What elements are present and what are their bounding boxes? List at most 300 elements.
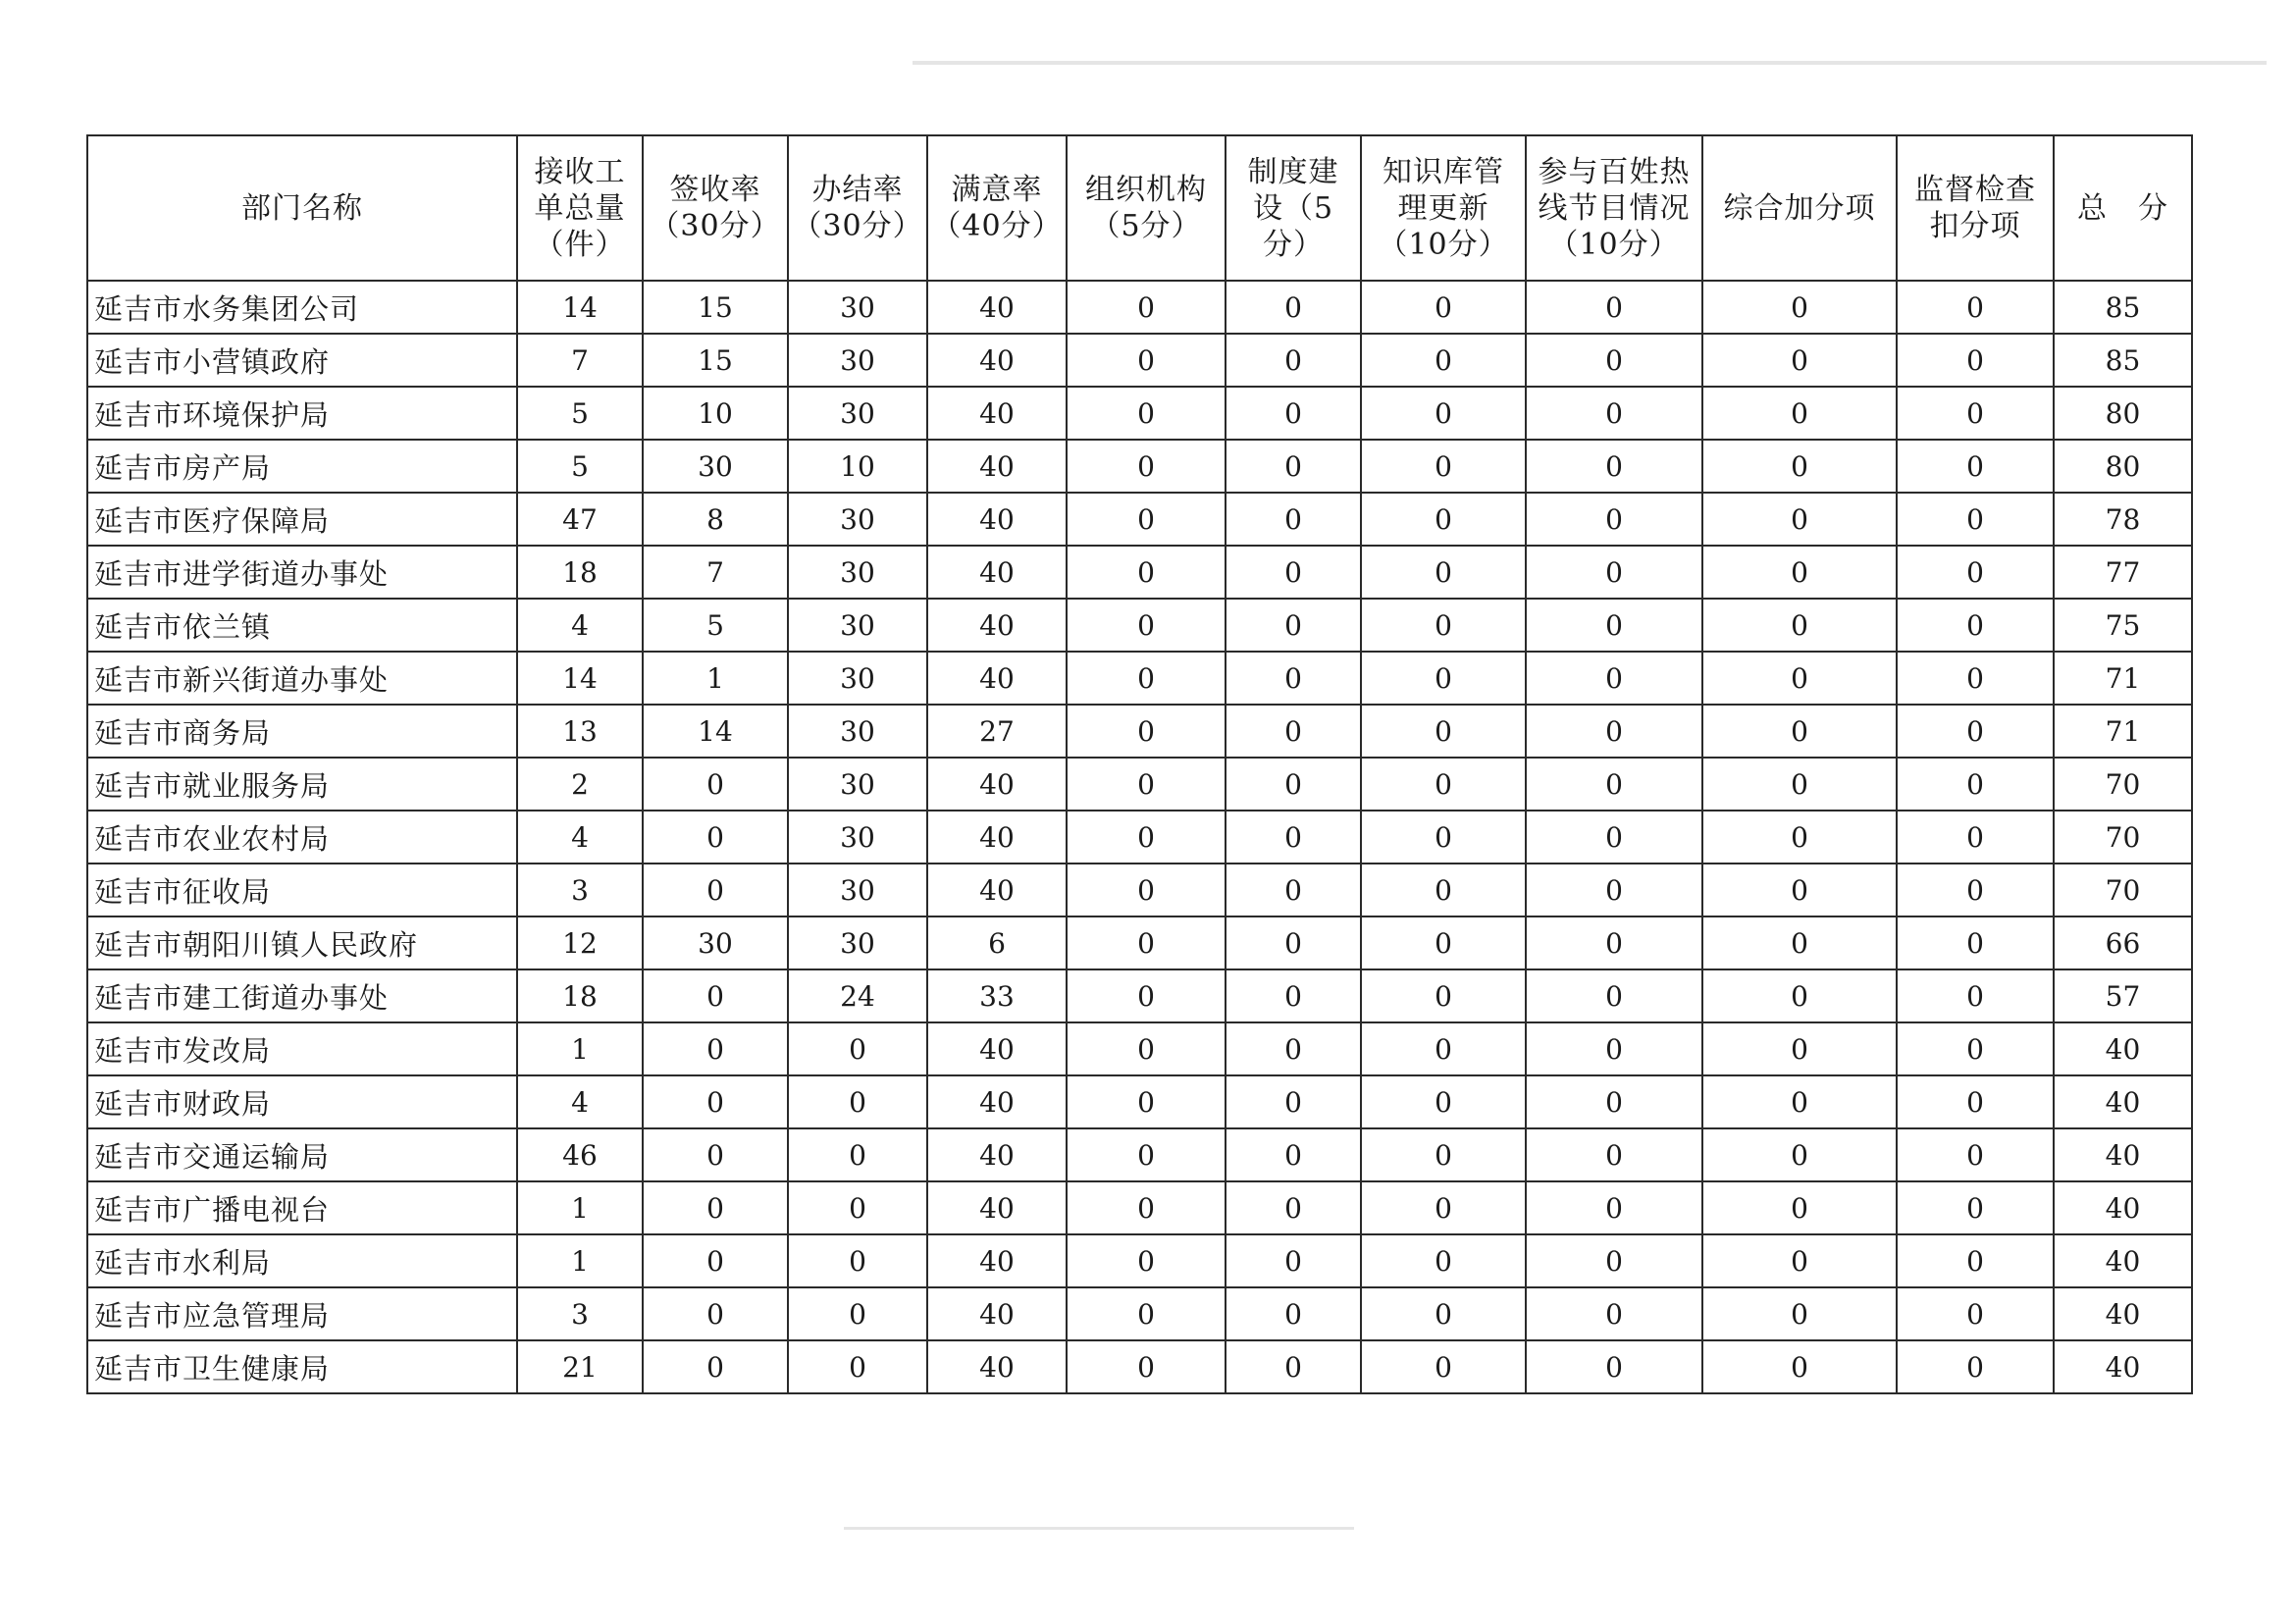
header-line: 扣分项 bbox=[1929, 209, 2021, 243]
sign-rate-cell: 0 bbox=[643, 1287, 788, 1340]
system-building-cell: 0 bbox=[1226, 493, 1361, 546]
total-score-cell: 77 bbox=[2054, 546, 2192, 599]
header-line: （5分） bbox=[1090, 209, 1202, 243]
bonus-items-cell: 0 bbox=[1702, 758, 1897, 811]
header-line: 接收工 bbox=[534, 154, 626, 189]
knowledge-base-cell: 0 bbox=[1361, 440, 1526, 493]
table-row bbox=[87, 546, 2192, 599]
bonus-items-cell: 0 bbox=[1702, 1234, 1897, 1287]
system-building-cell: 0 bbox=[1226, 1340, 1361, 1393]
hotline-program-cell: 0 bbox=[1526, 1181, 1702, 1234]
supervision-deduction-cell: 0 bbox=[1897, 1340, 2054, 1393]
total-score-cell: 71 bbox=[2054, 652, 2192, 705]
header-line: （10分） bbox=[1378, 227, 1509, 262]
total-score-cell: 66 bbox=[2054, 916, 2192, 969]
satisfaction-rate-cell: 40 bbox=[927, 864, 1067, 916]
table-row bbox=[87, 440, 2192, 493]
received-orders-cell: 3 bbox=[517, 864, 643, 916]
organization-cell: 0 bbox=[1067, 281, 1226, 334]
completion-rate-cell: 30 bbox=[788, 387, 927, 440]
hotline-program-cell: 0 bbox=[1526, 546, 1702, 599]
completion-rate-cell: 30 bbox=[788, 493, 927, 546]
header-supervision-deduction bbox=[1897, 135, 2054, 281]
department-name-cell: 延吉市环境保护局 bbox=[87, 387, 517, 440]
header-knowledge-base bbox=[1361, 135, 1526, 281]
completion-rate-cell: 10 bbox=[788, 440, 927, 493]
system-building-cell: 0 bbox=[1226, 440, 1361, 493]
completion-rate-cell: 0 bbox=[788, 1340, 927, 1393]
total-score-cell: 80 bbox=[2054, 387, 2192, 440]
total-score-cell: 70 bbox=[2054, 811, 2192, 864]
hotline-program-cell: 0 bbox=[1526, 334, 1702, 387]
completion-rate-cell: 30 bbox=[788, 281, 927, 334]
department-name-cell: 延吉市财政局 bbox=[87, 1075, 517, 1128]
total-score-cell: 40 bbox=[2054, 1181, 2192, 1234]
organization-cell: 0 bbox=[1067, 1128, 1226, 1181]
completion-rate-cell: 30 bbox=[788, 705, 927, 758]
organization-cell: 0 bbox=[1067, 387, 1226, 440]
table-row bbox=[87, 493, 2192, 546]
received-orders-cell: 13 bbox=[517, 705, 643, 758]
satisfaction-rate-cell: 40 bbox=[927, 281, 1067, 334]
total-score-cell: 75 bbox=[2054, 599, 2192, 652]
hotline-program-cell: 0 bbox=[1526, 599, 1702, 652]
header-line: 设（5 bbox=[1252, 190, 1334, 226]
completion-rate-cell: 30 bbox=[788, 916, 927, 969]
received-orders-cell: 18 bbox=[517, 546, 643, 599]
received-orders-cell: 14 bbox=[517, 652, 643, 705]
knowledge-base-cell: 0 bbox=[1361, 1287, 1526, 1340]
received-orders-cell: 46 bbox=[517, 1128, 643, 1181]
total-score-cell: 57 bbox=[2054, 969, 2192, 1022]
knowledge-base-cell: 0 bbox=[1361, 811, 1526, 864]
completion-rate-cell: 0 bbox=[788, 1022, 927, 1075]
total-score-cell: 80 bbox=[2054, 440, 2192, 493]
bonus-items-cell: 0 bbox=[1702, 811, 1897, 864]
supervision-deduction-cell: 0 bbox=[1897, 652, 2054, 705]
completion-rate-cell: 30 bbox=[788, 811, 927, 864]
table-row bbox=[87, 334, 2192, 387]
system-building-cell: 0 bbox=[1226, 864, 1361, 916]
header-line: 签收率 bbox=[669, 173, 761, 207]
hotline-program-cell: 0 bbox=[1526, 969, 1702, 1022]
satisfaction-rate-cell: 40 bbox=[927, 599, 1067, 652]
header-line: （件） bbox=[534, 227, 626, 262]
supervision-deduction-cell: 0 bbox=[1897, 1287, 2054, 1340]
satisfaction-rate-cell: 40 bbox=[927, 1234, 1067, 1287]
header-department-name bbox=[87, 135, 517, 281]
header-line: （30分） bbox=[792, 209, 923, 243]
completion-rate-cell: 0 bbox=[788, 1075, 927, 1128]
header-line: （40分） bbox=[931, 209, 1063, 243]
system-building-cell: 0 bbox=[1226, 652, 1361, 705]
received-orders-cell: 18 bbox=[517, 969, 643, 1022]
department-name-cell: 延吉市水务集团公司 bbox=[87, 281, 517, 334]
department-name-cell: 延吉市小营镇政府 bbox=[87, 334, 517, 387]
table-row bbox=[87, 969, 2192, 1022]
received-orders-cell: 1 bbox=[517, 1181, 643, 1234]
total-score-cell: 70 bbox=[2054, 758, 2192, 811]
supervision-deduction-cell: 0 bbox=[1897, 1022, 2054, 1075]
satisfaction-rate-cell: 40 bbox=[927, 546, 1067, 599]
sign-rate-cell: 15 bbox=[643, 334, 788, 387]
table-row bbox=[87, 1287, 2192, 1340]
table-row bbox=[87, 1022, 2192, 1075]
table-row bbox=[87, 1181, 2192, 1234]
knowledge-base-cell: 0 bbox=[1361, 758, 1526, 811]
header-line: 综合加分项 bbox=[1723, 190, 1876, 226]
sign-rate-cell: 0 bbox=[643, 1022, 788, 1075]
department-name-cell: 延吉市依兰镇 bbox=[87, 599, 517, 652]
organization-cell: 0 bbox=[1067, 916, 1226, 969]
total-score-cell: 40 bbox=[2054, 1287, 2192, 1340]
header-line: 满意率 bbox=[951, 173, 1043, 207]
hotline-program-cell: 0 bbox=[1526, 1022, 1702, 1075]
hotline-program-cell: 0 bbox=[1526, 705, 1702, 758]
supervision-deduction-cell: 0 bbox=[1897, 916, 2054, 969]
header-completion-rate bbox=[788, 135, 927, 281]
bonus-items-cell: 0 bbox=[1702, 969, 1897, 1022]
system-building-cell: 0 bbox=[1226, 1128, 1361, 1181]
organization-cell: 0 bbox=[1067, 1287, 1226, 1340]
bonus-items-cell: 0 bbox=[1702, 652, 1897, 705]
supervision-deduction-cell: 0 bbox=[1897, 705, 2054, 758]
bonus-items-cell: 0 bbox=[1702, 281, 1897, 334]
table-row bbox=[87, 705, 2192, 758]
satisfaction-rate-cell: 40 bbox=[927, 1128, 1067, 1181]
satisfaction-rate-cell: 40 bbox=[927, 652, 1067, 705]
supervision-deduction-cell: 0 bbox=[1897, 1128, 2054, 1181]
organization-cell: 0 bbox=[1067, 705, 1226, 758]
department-name-cell: 延吉市广播电视台 bbox=[87, 1181, 517, 1234]
department-name-cell: 延吉市发改局 bbox=[87, 1022, 517, 1075]
bonus-items-cell: 0 bbox=[1702, 1340, 1897, 1393]
table-row bbox=[87, 599, 2192, 652]
hotline-program-cell: 0 bbox=[1526, 493, 1702, 546]
bonus-items-cell: 0 bbox=[1702, 864, 1897, 916]
received-orders-cell: 14 bbox=[517, 281, 643, 334]
satisfaction-rate-cell: 40 bbox=[927, 1022, 1067, 1075]
header-line: 分） bbox=[1263, 227, 1324, 262]
knowledge-base-cell: 0 bbox=[1361, 916, 1526, 969]
header-line: 知识库管 bbox=[1383, 154, 1504, 189]
department-name-cell: 延吉市商务局 bbox=[87, 705, 517, 758]
supervision-deduction-cell: 0 bbox=[1897, 281, 2054, 334]
header-line: 总 分 bbox=[2077, 190, 2168, 226]
organization-cell: 0 bbox=[1067, 758, 1226, 811]
sign-rate-cell: 0 bbox=[643, 1340, 788, 1393]
header-line: 组织机构 bbox=[1085, 173, 1207, 207]
completion-rate-cell: 30 bbox=[788, 546, 927, 599]
supervision-deduction-cell: 0 bbox=[1897, 493, 2054, 546]
organization-cell: 0 bbox=[1067, 811, 1226, 864]
table-row bbox=[87, 1234, 2192, 1287]
sign-rate-cell: 5 bbox=[643, 599, 788, 652]
hotline-program-cell: 0 bbox=[1526, 1287, 1702, 1340]
received-orders-cell: 7 bbox=[517, 334, 643, 387]
organization-cell: 0 bbox=[1067, 1181, 1226, 1234]
header-organization bbox=[1067, 135, 1226, 281]
received-orders-cell: 21 bbox=[517, 1340, 643, 1393]
department-name-cell: 延吉市房产局 bbox=[87, 440, 517, 493]
department-name-cell: 延吉市新兴街道办事处 bbox=[87, 652, 517, 705]
bonus-items-cell: 0 bbox=[1702, 1287, 1897, 1340]
total-score-cell: 71 bbox=[2054, 705, 2192, 758]
knowledge-base-cell: 0 bbox=[1361, 1181, 1526, 1234]
total-score-cell: 40 bbox=[2054, 1128, 2192, 1181]
satisfaction-rate-cell: 6 bbox=[927, 916, 1067, 969]
scan-artifact-bottom bbox=[844, 1527, 1354, 1530]
sign-rate-cell: 1 bbox=[643, 652, 788, 705]
knowledge-base-cell: 0 bbox=[1361, 1234, 1526, 1287]
sign-rate-cell: 14 bbox=[643, 705, 788, 758]
header-line: 参与百姓热 bbox=[1538, 154, 1691, 189]
bonus-items-cell: 0 bbox=[1702, 599, 1897, 652]
system-building-cell: 0 bbox=[1226, 705, 1361, 758]
supervision-deduction-cell: 0 bbox=[1897, 387, 2054, 440]
total-score-cell: 78 bbox=[2054, 493, 2192, 546]
department-name-cell: 延吉市水利局 bbox=[87, 1234, 517, 1287]
organization-cell: 0 bbox=[1067, 1022, 1226, 1075]
completion-rate-cell: 0 bbox=[788, 1181, 927, 1234]
supervision-deduction-cell: 0 bbox=[1897, 758, 2054, 811]
sign-rate-cell: 0 bbox=[643, 1075, 788, 1128]
system-building-cell: 0 bbox=[1226, 546, 1361, 599]
supervision-deduction-cell: 0 bbox=[1897, 969, 2054, 1022]
system-building-cell: 0 bbox=[1226, 758, 1361, 811]
satisfaction-rate-cell: 40 bbox=[927, 387, 1067, 440]
hotline-program-cell: 0 bbox=[1526, 864, 1702, 916]
table-row bbox=[87, 1128, 2192, 1181]
table-body bbox=[87, 281, 2192, 1393]
bonus-items-cell: 0 bbox=[1702, 1181, 1897, 1234]
organization-cell: 0 bbox=[1067, 1340, 1226, 1393]
hotline-program-cell: 0 bbox=[1526, 281, 1702, 334]
completion-rate-cell: 0 bbox=[788, 1234, 927, 1287]
department-name-cell: 延吉市朝阳川镇人民政府 bbox=[87, 916, 517, 969]
knowledge-base-cell: 0 bbox=[1361, 334, 1526, 387]
supervision-deduction-cell: 0 bbox=[1897, 1075, 2054, 1128]
received-orders-cell: 1 bbox=[517, 1022, 643, 1075]
table-row bbox=[87, 387, 2192, 440]
system-building-cell: 0 bbox=[1226, 1075, 1361, 1128]
header-received-orders bbox=[517, 135, 643, 281]
sign-rate-cell: 8 bbox=[643, 493, 788, 546]
header-line: 办结率 bbox=[811, 173, 904, 207]
sign-rate-cell: 30 bbox=[643, 916, 788, 969]
knowledge-base-cell: 0 bbox=[1361, 387, 1526, 440]
sign-rate-cell: 0 bbox=[643, 1234, 788, 1287]
received-orders-cell: 5 bbox=[517, 440, 643, 493]
sign-rate-cell: 7 bbox=[643, 546, 788, 599]
satisfaction-rate-cell: 40 bbox=[927, 1181, 1067, 1234]
supervision-deduction-cell: 0 bbox=[1897, 1181, 2054, 1234]
sign-rate-cell: 10 bbox=[643, 387, 788, 440]
sign-rate-cell: 30 bbox=[643, 440, 788, 493]
bonus-items-cell: 0 bbox=[1702, 1075, 1897, 1128]
system-building-cell: 0 bbox=[1226, 334, 1361, 387]
satisfaction-rate-cell: 40 bbox=[927, 1075, 1067, 1128]
received-orders-cell: 12 bbox=[517, 916, 643, 969]
header-line: 理更新 bbox=[1397, 190, 1489, 226]
completion-rate-cell: 30 bbox=[788, 334, 927, 387]
department-name-cell: 延吉市应急管理局 bbox=[87, 1287, 517, 1340]
knowledge-base-cell: 0 bbox=[1361, 1128, 1526, 1181]
knowledge-base-cell: 0 bbox=[1361, 1022, 1526, 1075]
header-line: （30分） bbox=[650, 209, 781, 243]
header-line: 部门名称 bbox=[241, 190, 363, 226]
total-score-cell: 40 bbox=[2054, 1234, 2192, 1287]
received-orders-cell: 5 bbox=[517, 387, 643, 440]
knowledge-base-cell: 0 bbox=[1361, 493, 1526, 546]
total-score-cell: 70 bbox=[2054, 864, 2192, 916]
hotline-program-cell: 0 bbox=[1526, 1234, 1702, 1287]
satisfaction-rate-cell: 40 bbox=[927, 1340, 1067, 1393]
knowledge-base-cell: 0 bbox=[1361, 281, 1526, 334]
organization-cell: 0 bbox=[1067, 440, 1226, 493]
hotline-program-cell: 0 bbox=[1526, 440, 1702, 493]
header-line: 制度建 bbox=[1247, 154, 1339, 189]
table-row bbox=[87, 1340, 2192, 1393]
supervision-deduction-cell: 0 bbox=[1897, 334, 2054, 387]
department-name-cell: 延吉市卫生健康局 bbox=[87, 1340, 517, 1393]
knowledge-base-cell: 0 bbox=[1361, 546, 1526, 599]
bonus-items-cell: 0 bbox=[1702, 387, 1897, 440]
received-orders-cell: 3 bbox=[517, 1287, 643, 1340]
total-score-cell: 85 bbox=[2054, 334, 2192, 387]
table-row bbox=[87, 652, 2192, 705]
organization-cell: 0 bbox=[1067, 1234, 1226, 1287]
header-line: 监督检查 bbox=[1914, 173, 2036, 207]
supervision-deduction-cell: 0 bbox=[1897, 864, 2054, 916]
system-building-cell: 0 bbox=[1226, 1287, 1361, 1340]
table-header-row bbox=[87, 135, 2192, 281]
bonus-items-cell: 0 bbox=[1702, 440, 1897, 493]
sign-rate-cell: 15 bbox=[643, 281, 788, 334]
satisfaction-rate-cell: 40 bbox=[927, 493, 1067, 546]
hotline-program-cell: 0 bbox=[1526, 1128, 1702, 1181]
header-line: 线节目情况 bbox=[1538, 190, 1691, 226]
header-total-score bbox=[2054, 135, 2192, 281]
system-building-cell: 0 bbox=[1226, 811, 1361, 864]
supervision-deduction-cell: 0 bbox=[1897, 440, 2054, 493]
table-row bbox=[87, 864, 2192, 916]
hotline-program-cell: 0 bbox=[1526, 1075, 1702, 1128]
bonus-items-cell: 0 bbox=[1702, 916, 1897, 969]
hotline-program-cell: 0 bbox=[1526, 1340, 1702, 1393]
department-name-cell: 延吉市交通运输局 bbox=[87, 1128, 517, 1181]
received-orders-cell: 4 bbox=[517, 811, 643, 864]
department-score-table bbox=[86, 134, 2193, 1394]
knowledge-base-cell: 0 bbox=[1361, 652, 1526, 705]
total-score-cell: 40 bbox=[2054, 1022, 2192, 1075]
system-building-cell: 0 bbox=[1226, 387, 1361, 440]
received-orders-cell: 2 bbox=[517, 758, 643, 811]
knowledge-base-cell: 0 bbox=[1361, 599, 1526, 652]
bonus-items-cell: 0 bbox=[1702, 705, 1897, 758]
total-score-cell: 40 bbox=[2054, 1340, 2192, 1393]
bonus-items-cell: 0 bbox=[1702, 1128, 1897, 1181]
organization-cell: 0 bbox=[1067, 969, 1226, 1022]
organization-cell: 0 bbox=[1067, 652, 1226, 705]
knowledge-base-cell: 0 bbox=[1361, 969, 1526, 1022]
completion-rate-cell: 0 bbox=[788, 1128, 927, 1181]
system-building-cell: 0 bbox=[1226, 1022, 1361, 1075]
supervision-deduction-cell: 0 bbox=[1897, 811, 2054, 864]
table-row bbox=[87, 281, 2192, 334]
department-name-cell: 延吉市就业服务局 bbox=[87, 758, 517, 811]
satisfaction-rate-cell: 40 bbox=[927, 440, 1067, 493]
completion-rate-cell: 30 bbox=[788, 652, 927, 705]
completion-rate-cell: 30 bbox=[788, 599, 927, 652]
hotline-program-cell: 0 bbox=[1526, 387, 1702, 440]
header-satisfaction-rate bbox=[927, 135, 1067, 281]
organization-cell: 0 bbox=[1067, 599, 1226, 652]
system-building-cell: 0 bbox=[1226, 916, 1361, 969]
hotline-program-cell: 0 bbox=[1526, 652, 1702, 705]
scan-artifact-top bbox=[913, 61, 2267, 65]
header-bonus-items bbox=[1702, 135, 1897, 281]
header-line: （10分） bbox=[1548, 227, 1680, 262]
satisfaction-rate-cell: 40 bbox=[927, 758, 1067, 811]
table-row bbox=[87, 916, 2192, 969]
total-score-cell: 40 bbox=[2054, 1075, 2192, 1128]
sign-rate-cell: 0 bbox=[643, 864, 788, 916]
satisfaction-rate-cell: 27 bbox=[927, 705, 1067, 758]
department-name-cell: 延吉市医疗保障局 bbox=[87, 493, 517, 546]
system-building-cell: 0 bbox=[1226, 599, 1361, 652]
organization-cell: 0 bbox=[1067, 493, 1226, 546]
header-hotline-program bbox=[1526, 135, 1702, 281]
system-building-cell: 0 bbox=[1226, 281, 1361, 334]
table-row bbox=[87, 811, 2192, 864]
organization-cell: 0 bbox=[1067, 546, 1226, 599]
bonus-items-cell: 0 bbox=[1702, 1022, 1897, 1075]
received-orders-cell: 4 bbox=[517, 599, 643, 652]
organization-cell: 0 bbox=[1067, 864, 1226, 916]
hotline-program-cell: 0 bbox=[1526, 758, 1702, 811]
system-building-cell: 0 bbox=[1226, 1181, 1361, 1234]
organization-cell: 0 bbox=[1067, 1075, 1226, 1128]
department-name-cell: 延吉市建工街道办事处 bbox=[87, 969, 517, 1022]
knowledge-base-cell: 0 bbox=[1361, 1075, 1526, 1128]
total-score-cell: 85 bbox=[2054, 281, 2192, 334]
completion-rate-cell: 30 bbox=[788, 758, 927, 811]
header-line: 单总量 bbox=[534, 190, 626, 226]
knowledge-base-cell: 0 bbox=[1361, 1340, 1526, 1393]
bonus-items-cell: 0 bbox=[1702, 493, 1897, 546]
header-system-building bbox=[1226, 135, 1361, 281]
sign-rate-cell: 0 bbox=[643, 1181, 788, 1234]
department-name-cell: 延吉市农业农村局 bbox=[87, 811, 517, 864]
system-building-cell: 0 bbox=[1226, 1234, 1361, 1287]
sign-rate-cell: 0 bbox=[643, 1128, 788, 1181]
completion-rate-cell: 0 bbox=[788, 1287, 927, 1340]
sign-rate-cell: 0 bbox=[643, 969, 788, 1022]
knowledge-base-cell: 0 bbox=[1361, 705, 1526, 758]
received-orders-cell: 1 bbox=[517, 1234, 643, 1287]
table-row bbox=[87, 758, 2192, 811]
sign-rate-cell: 0 bbox=[643, 811, 788, 864]
system-building-cell: 0 bbox=[1226, 969, 1361, 1022]
satisfaction-rate-cell: 40 bbox=[927, 1287, 1067, 1340]
satisfaction-rate-cell: 40 bbox=[927, 811, 1067, 864]
knowledge-base-cell: 0 bbox=[1361, 864, 1526, 916]
received-orders-cell: 4 bbox=[517, 1075, 643, 1128]
supervision-deduction-cell: 0 bbox=[1897, 1234, 2054, 1287]
supervision-deduction-cell: 0 bbox=[1897, 599, 2054, 652]
completion-rate-cell: 24 bbox=[788, 969, 927, 1022]
